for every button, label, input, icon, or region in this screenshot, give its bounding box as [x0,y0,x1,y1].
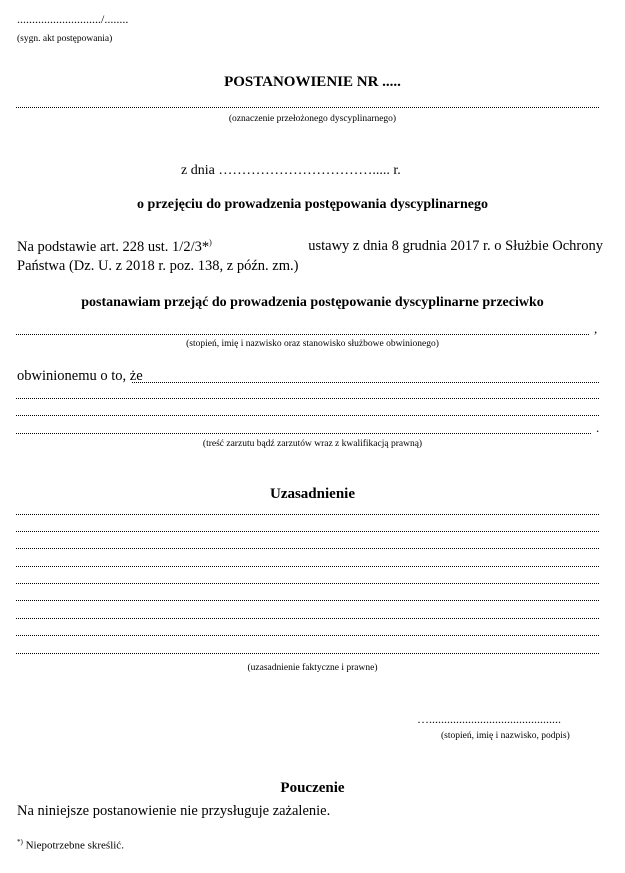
legal-basis-line-2: Państwa (Dz. U. z 2018 r. poz. 138, z późn. zm.) [17,258,299,274]
legal-basis-end: ustawy z dnia 8 grudnia 2017 r. o Służbie Ochrony [308,238,603,254]
charge-caption: (treść zarzutu bądź zarzutów wraz z kwalifikacją prawną) [202,439,423,449]
accused-dotted-line [16,334,589,335]
charge-dotted-line-2 [16,398,599,399]
footnote [17,838,124,852]
charge-end-dot: . [596,420,600,435]
accused-caption: (stopień, imię i nazwisko oraz stanowisko służbowe obwinionego) [186,339,439,349]
charge-dotted-line-3 [16,415,599,416]
footnote-mark: *) [17,838,23,846]
justification-caption: (uzasadnienie faktyczne i prawne) [247,663,378,673]
justification-dotted-line-8 [16,635,599,636]
justification-dotted-line-6 [16,600,599,601]
case-number-caption: (sygn. akt postępowania) [17,34,113,44]
instruction-heading: Pouczenie [280,780,345,796]
decision-heading: postanawiam przejąć do prowadzenia postępowanie dyscyplinarne przeciwko [81,295,544,310]
signature-field: …............................................ [417,712,561,726]
subject-heading: o przejęciu do prowadzenia postępowania dyscyplinarnego [137,197,488,212]
justification-dotted-line-1 [16,514,599,515]
footnote-text: Niepotrzebne skreślić. [25,839,124,852]
justification-dotted-line-2 [16,531,599,532]
charge-intro: obwinionemu o to, że [17,368,143,384]
instruction-text: Na niniejsze postanowienie nie przysługuje zażalenie. [17,803,331,819]
charge-dotted-line-1 [132,382,599,383]
justification-dotted-line-7 [16,618,599,619]
case-number-field: ............................/........ [17,12,129,26]
justification-dotted-line-9 [16,653,599,654]
date-line: z dnia ……………………………..... r. [181,163,401,178]
signature-caption: (stopień, imię i nazwisko, podpis) [441,731,570,741]
justification-dotted-line-4 [16,566,599,567]
accused-comma: , [594,321,598,336]
justification-heading: Uzasadnienie [269,486,355,502]
footnote-ref: ) [209,238,212,247]
justification-dotted-line-5 [16,583,599,584]
superior-caption: (oznaczenie przełożonego dyscyplinarnego) [228,114,397,124]
justification-dotted-line-3 [16,548,599,549]
superior-dotted-line [16,107,599,108]
legal-basis-line-1 [17,238,603,256]
charge-dotted-line-4 [16,433,591,434]
legal-basis-start: Na podstawie art. 228 ust. 1/2/3* [17,238,210,255]
document-title: POSTANOWIENIE NR ..... [224,74,401,90]
